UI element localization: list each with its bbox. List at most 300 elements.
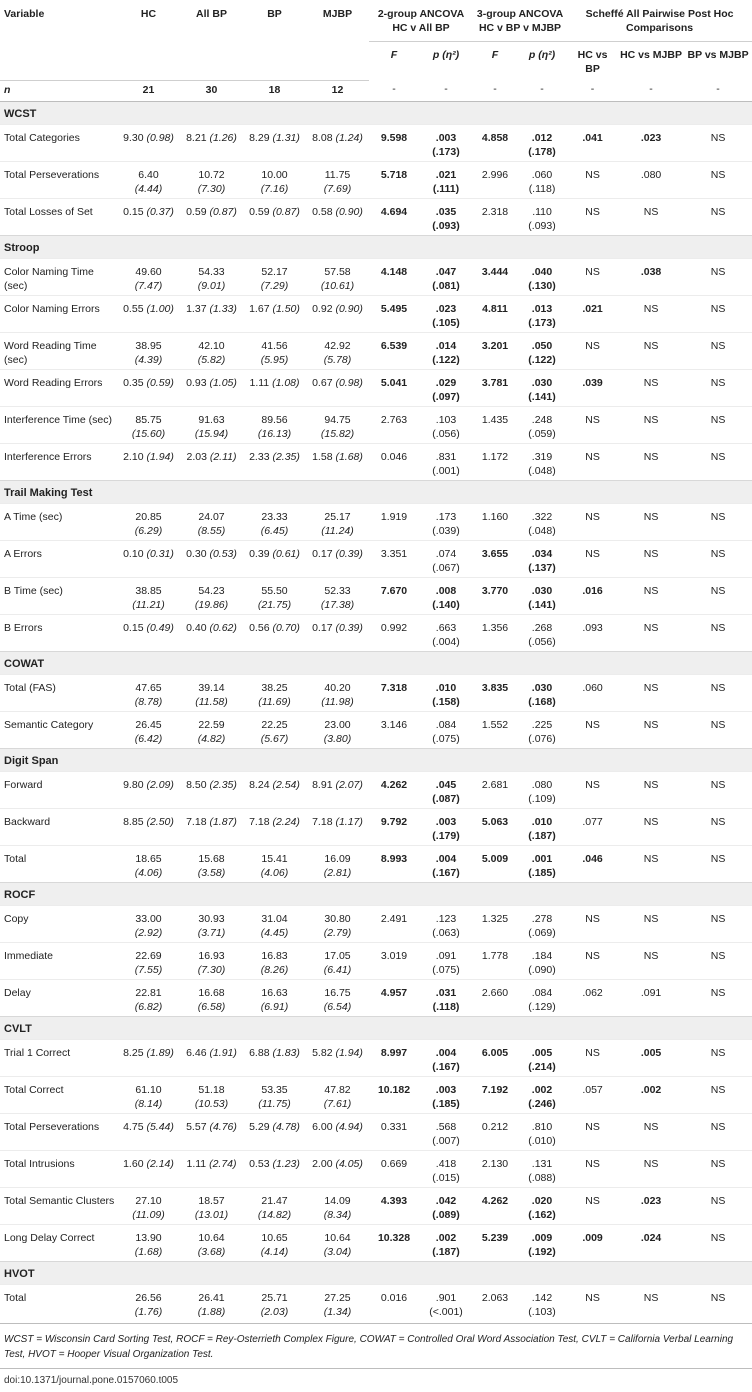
mean-value: 8.25: [123, 1046, 144, 1059]
n-dash: -: [684, 80, 752, 101]
mean-value: 22.25: [261, 718, 288, 731]
mean-value: 2.33: [249, 450, 270, 463]
mean-value: 15.41: [261, 852, 288, 865]
f-value-3group: 1.160: [473, 503, 517, 540]
p-value: .074: [435, 547, 457, 560]
group-cell: [243, 406, 306, 443]
group-cell: [180, 845, 243, 882]
n-allbp: 30: [180, 80, 243, 101]
scheffe-hc-mjbp: NS: [618, 295, 684, 332]
variable-label: Total: [0, 845, 117, 882]
group-cell: [117, 808, 180, 845]
f-value-2group: 0.046: [369, 443, 419, 480]
mean-value: 21.47: [261, 1194, 288, 1207]
mean-value: 40.20: [324, 681, 351, 694]
group-cell: [306, 258, 369, 295]
scheffe-bp-mjbp: NS: [684, 1224, 752, 1261]
mean-value: 8.85: [123, 815, 144, 828]
scheffe-hc-bp: NS: [567, 406, 618, 443]
p-value: .010: [435, 681, 457, 694]
scheffe-hc-mjbp: NS: [618, 332, 684, 369]
group-cell: [306, 1284, 369, 1321]
p-value-3group: [517, 905, 567, 942]
mean-value: 0.67: [312, 376, 333, 389]
p-value-3group: [517, 198, 567, 235]
table-row: [0, 942, 752, 979]
variable-label: A Time (sec): [0, 503, 117, 540]
p-value-3group: [517, 674, 567, 711]
eta-value: (.168): [528, 695, 556, 708]
p-value: .008: [435, 584, 457, 597]
p-value: .014: [435, 339, 457, 352]
sd-value: (0.98): [146, 131, 174, 144]
p-value-3group: [517, 711, 567, 748]
sd-value: (15.94): [194, 427, 229, 440]
group-cell: [243, 1150, 306, 1187]
mean-value: 10.65: [261, 1231, 288, 1244]
group-cell: [117, 540, 180, 577]
sd-value: (1.05): [209, 376, 237, 389]
mean-value: 8.50: [186, 778, 207, 791]
sd-value: (1.91): [209, 1046, 237, 1059]
section-title: CVLT: [0, 1016, 752, 1039]
sd-value: (11.75): [258, 1097, 291, 1110]
p-value: .060: [531, 168, 553, 181]
group-cell: [243, 540, 306, 577]
scheffe-hc-mjbp: NS: [618, 845, 684, 882]
table-row: [0, 808, 752, 845]
scheffe-bp-mjbp: NS: [684, 406, 752, 443]
sd-value: (1.33): [209, 302, 237, 315]
group-cell: [117, 1150, 180, 1187]
mean-value: 0.92: [312, 302, 333, 315]
scheffe-hc-mjbp: NS: [618, 1113, 684, 1150]
table-row: [0, 979, 752, 1016]
scheffe-bp-mjbp: NS: [684, 711, 752, 748]
sd-value: (2.50): [146, 815, 174, 828]
group-cell: [117, 295, 180, 332]
group-cell: [243, 1113, 306, 1150]
sd-value: (8.55): [197, 524, 226, 537]
mean-value: 8.29: [249, 131, 270, 144]
n-label: n: [0, 80, 117, 101]
group-cell: [243, 771, 306, 808]
variable-label: Total: [0, 1284, 117, 1321]
scheffe-hc-mjbp: .002: [618, 1076, 684, 1113]
group-cell: [243, 674, 306, 711]
sd-value: (0.59): [146, 376, 174, 389]
col-hc-bp: HC vs BP: [577, 49, 608, 75]
mean-value: 1.11: [186, 1157, 207, 1170]
p-value-3group: [517, 1284, 567, 1321]
mean-value: 8.21: [186, 131, 207, 144]
group-cell: [306, 443, 369, 480]
mean-value: 17.05: [324, 949, 351, 962]
sd-value: (0.87): [272, 205, 300, 218]
mean-value: 47.82: [324, 1083, 351, 1096]
scheffe-bp-mjbp: NS: [684, 674, 752, 711]
f-value-3group: 2.318: [473, 198, 517, 235]
eta-value: (.130): [528, 279, 556, 292]
sd-value: (4.78): [272, 1120, 300, 1133]
scheffe-hc-bp: NS: [567, 711, 618, 748]
sd-value: (1.76): [134, 1305, 163, 1318]
sd-value: (8.14): [134, 1097, 163, 1110]
scheffe-hc-mjbp: NS: [618, 905, 684, 942]
variable-label: B Errors: [0, 614, 117, 651]
mean-value: 5.57: [186, 1120, 207, 1133]
p-value: .034: [531, 547, 553, 560]
mean-value: 33.00: [135, 912, 162, 925]
sd-value: (3.68): [197, 1245, 226, 1258]
eta-value: (.090): [528, 963, 556, 976]
p-value: .268: [531, 621, 553, 634]
table-row: [0, 1150, 752, 1187]
group-cell: [180, 369, 243, 406]
mean-value: 9.30: [123, 131, 144, 144]
mean-value: 0.10: [123, 547, 144, 560]
scheffe-bp-mjbp: NS: [684, 295, 752, 332]
mean-value: 11.75: [324, 168, 351, 181]
sd-value: (1.17): [335, 815, 363, 828]
f-value-2group: 4.262: [369, 771, 419, 808]
group-cell: [243, 1076, 306, 1113]
variable-label: B Time (sec): [0, 577, 117, 614]
scheffe-hc-bp: NS: [567, 258, 618, 295]
variable-label: Total Losses of Set: [0, 198, 117, 235]
sd-value: (7.47): [134, 279, 163, 292]
group-cell: [117, 124, 180, 161]
f-value-3group: 3.835: [473, 674, 517, 711]
p-value-2group: [419, 503, 473, 540]
sd-value: (3.80): [323, 732, 352, 745]
f-value-3group: 1.778: [473, 942, 517, 979]
eta-value: (.103): [528, 1305, 556, 1318]
scheffe-hc-mjbp: NS: [618, 540, 684, 577]
scheffe-hc-mjbp: NS: [618, 674, 684, 711]
group-cell: [180, 1224, 243, 1261]
p-value-3group: [517, 406, 567, 443]
mean-value: 15.68: [198, 852, 225, 865]
table-row: [0, 1039, 752, 1076]
group-cell: [180, 295, 243, 332]
mean-value: 23.00: [324, 718, 351, 731]
sd-value: (5.82): [197, 353, 226, 366]
p-value: .248: [531, 413, 553, 426]
group-cell: [117, 503, 180, 540]
sd-value: (2.81): [323, 866, 352, 879]
group-cell: [306, 503, 369, 540]
scheffe-bp-mjbp: NS: [684, 614, 752, 651]
sd-value: (13.01): [194, 1208, 229, 1221]
scheffe-hc-bp: .093: [567, 614, 618, 651]
group-cell: [243, 1284, 306, 1321]
p-value-3group: [517, 443, 567, 480]
scheffe-bp-mjbp: NS: [684, 369, 752, 406]
sd-value: (0.49): [146, 621, 174, 634]
group-cell: [243, 1187, 306, 1224]
eta-value: (<.001): [429, 1305, 463, 1318]
sd-value: (6.58): [197, 1000, 226, 1013]
sd-value: (0.31): [146, 547, 174, 560]
sd-value: (7.29): [260, 279, 289, 292]
group-cell: [180, 332, 243, 369]
sd-value: (2.07): [335, 778, 363, 791]
mean-value: 30.93: [198, 912, 225, 925]
scheffe-hc-mjbp: NS: [618, 443, 684, 480]
variable-label: Trial 1 Correct: [0, 1039, 117, 1076]
n-dash: -: [369, 80, 419, 101]
table-row: [0, 1076, 752, 1113]
scheffe-bp-mjbp: NS: [684, 124, 752, 161]
mean-value: 51.18: [198, 1083, 225, 1096]
p-value-2group: [419, 258, 473, 295]
variable-label: A Errors: [0, 540, 117, 577]
p-value-2group: [419, 979, 473, 1016]
p-value-2group: [419, 161, 473, 198]
table-row: [0, 1224, 752, 1261]
sd-value: (1.89): [146, 1046, 174, 1059]
group-cell: [306, 1224, 369, 1261]
f-value-3group: 1.435: [473, 406, 517, 443]
p-value-2group: [419, 1076, 473, 1113]
variable-label: Total Correct: [0, 1076, 117, 1113]
sd-value: (11.09): [132, 1208, 165, 1221]
sd-value: (11.21): [132, 598, 165, 611]
p-value-3group: [517, 771, 567, 808]
group-cell: [117, 942, 180, 979]
p-value: .042: [435, 1194, 457, 1207]
f-value-2group: 4.393: [369, 1187, 419, 1224]
f-value-2group: 10.182: [369, 1076, 419, 1113]
col-variable: Variable: [0, 0, 117, 80]
scheffe-hc-mjbp: NS: [618, 808, 684, 845]
sd-value: (0.90): [335, 302, 363, 315]
group-cell: [306, 979, 369, 1016]
sd-value: (4.05): [335, 1157, 363, 1170]
f-value-2group: 9.598: [369, 124, 419, 161]
group-cell: [243, 942, 306, 979]
p-value-3group: [517, 258, 567, 295]
group-cell: [117, 161, 180, 198]
scheffe-hc-mjbp: NS: [618, 1284, 684, 1321]
mean-value: 7.18: [312, 815, 333, 828]
scheffe-hc-bp: NS: [567, 540, 618, 577]
sd-value: (0.87): [209, 205, 237, 218]
group-cell: [180, 711, 243, 748]
group-cell: [243, 443, 306, 480]
p-value-3group: [517, 161, 567, 198]
mean-value: 54.33: [198, 265, 225, 278]
eta-value: (.178): [528, 145, 556, 158]
p-value-2group: [419, 332, 473, 369]
sd-value: (14.82): [257, 1208, 292, 1221]
group-cell: [306, 577, 369, 614]
group-cell: [180, 1113, 243, 1150]
mean-value: 8.91: [312, 778, 333, 791]
f-value-2group: 2.763: [369, 406, 419, 443]
p-value: .322: [531, 510, 553, 523]
sd-value: (4.06): [134, 866, 163, 879]
scheffe-hc-bp: .046: [567, 845, 618, 882]
p-value-3group: [517, 1039, 567, 1076]
sd-value: (2.79): [323, 926, 352, 939]
n-dash: -: [618, 80, 684, 101]
scheffe-hc-bp: .016: [567, 577, 618, 614]
p-value: .009: [531, 1231, 553, 1244]
p-value-2group: [419, 1284, 473, 1321]
f-value-3group: 6.005: [473, 1039, 517, 1076]
p-value-3group: [517, 1113, 567, 1150]
sd-value: (6.82): [134, 1000, 163, 1013]
group-cell: [117, 1284, 180, 1321]
p-value: .110: [532, 205, 552, 218]
p-value: .091: [435, 949, 457, 962]
sd-value: (6.41): [323, 963, 352, 976]
mean-value: 1.60: [123, 1157, 144, 1170]
f-value-2group: 5.718: [369, 161, 419, 198]
f-value-2group: 9.792: [369, 808, 419, 845]
col-ancova3: 3-group ANCOVA HC v BP v MJBP: [473, 0, 567, 42]
mean-value: 10.00: [261, 168, 288, 181]
f-value-3group: 2.996: [473, 161, 517, 198]
mean-value: 4.75: [123, 1120, 144, 1133]
p-value-2group: [419, 711, 473, 748]
mean-value: 16.09: [324, 852, 351, 865]
group-cell: [180, 1076, 243, 1113]
eta-value: (.118): [432, 1000, 460, 1013]
f-value-3group: 1.325: [473, 905, 517, 942]
sd-value: (7.61): [323, 1097, 352, 1110]
scheffe-hc-mjbp: .024: [618, 1224, 684, 1261]
sd-value: (4.45): [260, 926, 289, 939]
mean-value: 1.37: [186, 302, 207, 315]
mean-value: 42.92: [324, 339, 351, 352]
sd-value: (1.94): [146, 450, 174, 463]
f-value-3group: 1.356: [473, 614, 517, 651]
group-cell: [180, 577, 243, 614]
sd-value: (7.55): [134, 963, 163, 976]
p-value-2group: [419, 1150, 473, 1187]
sd-value: (1.94): [335, 1046, 363, 1059]
sd-value: (3.58): [197, 866, 226, 879]
eta-value: (.007): [432, 1134, 460, 1147]
group-cell: [243, 369, 306, 406]
sd-value: (2.24): [272, 815, 300, 828]
table-row: [0, 1187, 752, 1224]
table-row: [0, 161, 752, 198]
group-cell: [117, 1113, 180, 1150]
group-cell: [243, 711, 306, 748]
p-value: .319: [531, 450, 553, 463]
scheffe-hc-bp: NS: [567, 1150, 618, 1187]
table-row: [0, 614, 752, 651]
mean-value: 26.41: [198, 1291, 225, 1304]
p-value: .047: [435, 265, 457, 278]
f-value-2group: 0.992: [369, 614, 419, 651]
eta-value: (.214): [528, 1060, 556, 1073]
mean-value: 5.82: [312, 1046, 333, 1059]
sd-value: (5.95): [260, 353, 289, 366]
group-cell: [180, 1284, 243, 1321]
p-value: .050: [531, 339, 553, 352]
table-row: [0, 503, 752, 540]
group-cell: [117, 332, 180, 369]
variable-label: Total Perseverations: [0, 1113, 117, 1150]
p-value-2group: [419, 1224, 473, 1261]
group-cell: [117, 845, 180, 882]
scheffe-bp-mjbp: NS: [684, 503, 752, 540]
sd-value: (4.06): [260, 866, 289, 879]
p-value-3group: [517, 369, 567, 406]
mean-value: 0.17: [312, 621, 333, 634]
group-cell: [117, 1224, 180, 1261]
p-value: .278: [531, 912, 553, 925]
p-value: .810: [531, 1120, 553, 1133]
f-value-2group: 1.919: [369, 503, 419, 540]
p-value: .901: [435, 1291, 457, 1304]
f-value-2group: 8.997: [369, 1039, 419, 1076]
sd-value: (4.39): [134, 353, 163, 366]
col-f3: F: [491, 49, 499, 61]
doi-link[interactable]: doi:10.1371/journal.pone.0157060.t005: [0, 1368, 752, 1392]
mean-value: 22.59: [198, 718, 225, 731]
scheffe-hc-bp: NS: [567, 771, 618, 808]
col-bp: BP: [243, 0, 306, 80]
sd-value: (19.86): [194, 598, 229, 611]
p-value: .002: [531, 1083, 553, 1096]
mean-value: 52.17: [261, 265, 288, 278]
mean-value: 0.39: [249, 547, 270, 560]
f-value-3group: 3.770: [473, 577, 517, 614]
eta-value: (.093): [432, 219, 460, 232]
scheffe-hc-bp: .062: [567, 979, 618, 1016]
sd-value: (4.82): [197, 732, 226, 745]
sd-value: (11.69): [258, 695, 291, 708]
scheffe-hc-bp: NS: [567, 161, 618, 198]
n-dash: -: [567, 80, 618, 101]
f-value-2group: 0.669: [369, 1150, 419, 1187]
group-cell: [306, 332, 369, 369]
group-cell: [306, 406, 369, 443]
eta-value: (.141): [528, 598, 556, 611]
group-cell: [306, 1076, 369, 1113]
sd-value: (15.60): [131, 427, 166, 440]
mean-value: 0.15: [123, 205, 144, 218]
mean-value: 5.29: [249, 1120, 270, 1133]
p-value: .173: [435, 510, 457, 523]
group-cell: [243, 979, 306, 1016]
sd-value: (5.67): [260, 732, 289, 745]
p-value-2group: [419, 674, 473, 711]
p-value-3group: [517, 845, 567, 882]
p-value-2group: [419, 1113, 473, 1150]
sd-value: (2.35): [209, 778, 237, 791]
p-value-2group: [419, 577, 473, 614]
group-cell: [306, 198, 369, 235]
eta-value: (.167): [432, 1060, 460, 1073]
f-value-2group: 0.016: [369, 1284, 419, 1321]
eta-value: (.056): [432, 427, 460, 440]
mean-value: 0.58: [312, 205, 333, 218]
mean-value: 16.75: [324, 986, 351, 999]
table-row: [0, 577, 752, 614]
mean-value: 31.04: [261, 912, 288, 925]
mean-value: 6.46: [186, 1046, 207, 1059]
section-header-row: [0, 882, 752, 905]
mean-value: 61.10: [135, 1083, 162, 1096]
group-cell: [180, 808, 243, 845]
